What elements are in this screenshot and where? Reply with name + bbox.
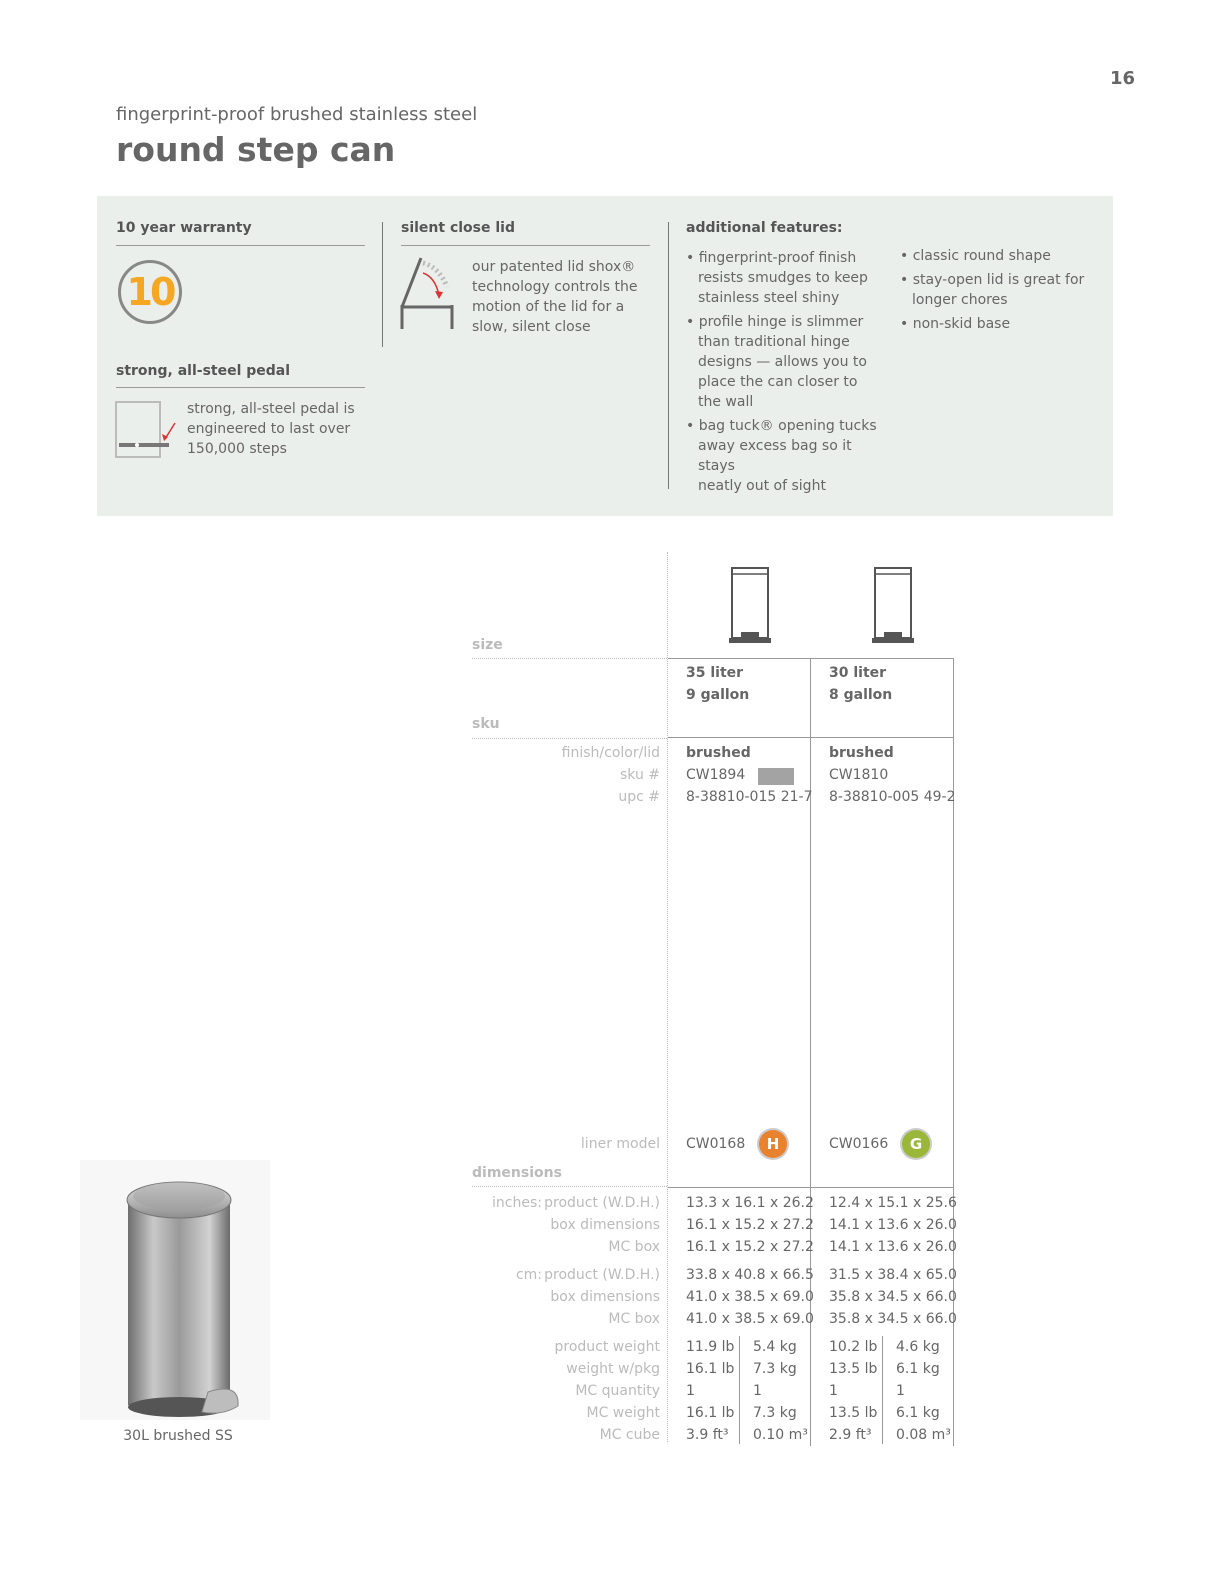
text-line: stainless steel shiny bbox=[698, 290, 840, 306]
weight-value: 5.4 kg bbox=[753, 1339, 797, 1355]
unit-divider bbox=[739, 1336, 740, 1444]
text-line: longer chores bbox=[912, 292, 1008, 308]
label-mcbox-in: MC box bbox=[608, 1239, 660, 1255]
dotted-rule bbox=[472, 1186, 667, 1187]
column-top-rule bbox=[668, 658, 811, 659]
dim-value: 35.8 x 34.5 x 66.0 bbox=[829, 1311, 957, 1327]
dotted-rule bbox=[472, 658, 667, 659]
warranty-badge-icon bbox=[118, 260, 182, 324]
weight-value: 13.5 lb bbox=[829, 1405, 878, 1421]
can-35l-icon bbox=[727, 566, 773, 650]
cube-value: 3.9 ft³ bbox=[686, 1427, 729, 1443]
product-column-2 bbox=[819, 560, 962, 1446]
unit-divider bbox=[882, 1336, 883, 1444]
divider bbox=[401, 245, 650, 246]
dim-value: 16.1 x 15.2 x 27.2 bbox=[686, 1239, 814, 1255]
column-divider bbox=[382, 222, 383, 347]
column-right-rule bbox=[810, 658, 811, 1446]
text-line: • classic round shape bbox=[900, 248, 1051, 264]
text-line: resists smudges to keep bbox=[698, 270, 868, 286]
column-divider bbox=[668, 222, 669, 489]
page-number: 16 bbox=[1110, 68, 1136, 89]
dim-value: 35.8 x 34.5 x 66.0 bbox=[829, 1289, 957, 1305]
feature-item bbox=[900, 314, 1100, 334]
feature-item bbox=[686, 312, 891, 412]
label-inches: inches: bbox=[492, 1195, 542, 1211]
label-cm: cm: bbox=[515, 1267, 542, 1283]
warranty-badge-number: 10 bbox=[126, 270, 174, 314]
pedal-icon bbox=[115, 401, 177, 461]
dim-value: 41.0 x 38.5 x 69.0 bbox=[686, 1289, 814, 1305]
cube-value: 0.08 m³ bbox=[896, 1427, 951, 1443]
qty-value: 1 bbox=[753, 1383, 762, 1399]
feature-item bbox=[686, 248, 891, 308]
text-line: • bag tuck® opening tucks bbox=[686, 418, 877, 434]
product-photo-caption: 30L brushed SS bbox=[123, 1428, 233, 1444]
row-rule bbox=[668, 1187, 811, 1188]
text-line: • stay-open lid is great for bbox=[900, 272, 1085, 288]
cube-value: 2.9 ft³ bbox=[829, 1427, 872, 1443]
label-product-cm: product (W.D.H.) bbox=[544, 1267, 660, 1283]
spec-dotted-divider bbox=[667, 552, 668, 1442]
size-gallon: 8 gallon bbox=[829, 687, 893, 703]
weight-value: 16.1 lb bbox=[686, 1361, 735, 1377]
section-sku: sku bbox=[472, 716, 500, 732]
text-line: our patented lid shox® bbox=[472, 259, 636, 275]
row-rule bbox=[668, 737, 811, 738]
dim-value: 33.8 x 40.8 x 66.5 bbox=[686, 1267, 814, 1283]
dim-value: 16.1 x 15.2 x 27.2 bbox=[686, 1217, 814, 1233]
product-column-1 bbox=[676, 560, 819, 1446]
weight-value: 7.3 kg bbox=[753, 1361, 797, 1377]
label-sku: sku # bbox=[619, 767, 660, 783]
text-line: • fingerprint-proof finish bbox=[686, 250, 857, 266]
label-mcbox-cm: MC box bbox=[608, 1311, 660, 1327]
additional-features-list-1 bbox=[686, 248, 891, 500]
text-line: 150,000 steps bbox=[187, 441, 287, 457]
text-line: • profile hinge is slimmer bbox=[686, 314, 864, 330]
page-subtitle: fingerprint-proof brushed stainless steel bbox=[116, 104, 478, 125]
weight-value: 10.2 lb bbox=[829, 1339, 878, 1355]
size-gallon: 9 gallon bbox=[686, 687, 750, 703]
label-box-in: box dimensions bbox=[550, 1217, 660, 1233]
dim-value: 14.1 x 13.6 x 26.0 bbox=[829, 1217, 957, 1233]
finish-value: brushed bbox=[686, 745, 751, 761]
weight-value: 7.3 kg bbox=[753, 1405, 797, 1421]
weight-value: 6.1 kg bbox=[896, 1405, 940, 1421]
label-weight-pkg: weight w/pkg bbox=[566, 1361, 660, 1377]
dim-value: 12.4 x 15.1 x 25.6 bbox=[829, 1195, 957, 1211]
feature-item bbox=[900, 246, 1100, 266]
liner-value: CW0168 bbox=[686, 1136, 746, 1152]
weight-value: 16.1 lb bbox=[686, 1405, 735, 1421]
liner-badge-g: G bbox=[902, 1130, 930, 1158]
qty-value: 1 bbox=[829, 1383, 838, 1399]
feature-item bbox=[686, 416, 891, 496]
dotted-rule bbox=[472, 738, 667, 739]
features-panel bbox=[97, 196, 1113, 516]
label-product-in: product (W.D.H.) bbox=[544, 1195, 660, 1211]
finish-swatch bbox=[758, 768, 794, 785]
lid-icon bbox=[399, 255, 457, 331]
weight-value: 4.6 kg bbox=[896, 1339, 940, 1355]
row-rule bbox=[811, 1187, 954, 1188]
label-finish: finish/color/lid bbox=[561, 745, 660, 761]
finish-value: brushed bbox=[829, 745, 894, 761]
pedal-description bbox=[187, 399, 367, 459]
column-top-rule bbox=[811, 658, 954, 659]
weight-value: 6.1 kg bbox=[896, 1361, 940, 1377]
dim-value: 13.3 x 16.1 x 26.2 bbox=[686, 1195, 814, 1211]
label-liner-model: liner model bbox=[580, 1136, 660, 1152]
product-photo bbox=[80, 1160, 270, 1420]
dim-value: 41.0 x 38.5 x 69.0 bbox=[686, 1311, 814, 1327]
text-line: than traditional hinge bbox=[698, 334, 850, 350]
size-liter: 30 liter bbox=[829, 665, 887, 681]
text-line: place the can closer to bbox=[698, 374, 858, 390]
divider bbox=[116, 387, 365, 388]
sku-value: CW1810 bbox=[829, 767, 889, 783]
feature-item bbox=[900, 270, 1100, 310]
liner-badge-h: H bbox=[759, 1130, 787, 1158]
text-line: the wall bbox=[698, 394, 754, 410]
column-right-rule bbox=[953, 658, 954, 1446]
section-dimensions: dimensions bbox=[472, 1165, 562, 1181]
text-line: strong, all-steel pedal is bbox=[187, 401, 355, 417]
text-line: away excess bag so it stays bbox=[698, 438, 852, 474]
warranty-heading: 10 year warranty bbox=[116, 220, 252, 236]
text-line: • non-skid base bbox=[900, 316, 1011, 332]
divider bbox=[116, 245, 365, 246]
label-product-weight: product weight bbox=[554, 1339, 660, 1355]
row-rule bbox=[811, 737, 954, 738]
dim-value: 14.1 x 13.6 x 26.0 bbox=[829, 1239, 957, 1255]
pedal-heading: strong, all-steel pedal bbox=[116, 363, 291, 379]
additional-features-heading: additional features: bbox=[686, 220, 843, 236]
qty-value: 1 bbox=[896, 1383, 905, 1399]
weight-value: 11.9 lb bbox=[686, 1339, 735, 1355]
additional-features-list-2 bbox=[900, 246, 1100, 338]
label-box-cm: box dimensions bbox=[550, 1289, 660, 1305]
label-mc-quantity: MC quantity bbox=[575, 1383, 660, 1399]
label-mc-weight: MC weight bbox=[586, 1405, 660, 1421]
can-30l-icon bbox=[870, 566, 916, 650]
sku-value: CW1894 bbox=[686, 767, 746, 783]
upc-value: 8-38810-005 49-2 bbox=[829, 789, 956, 805]
text-line: motion of the lid for a bbox=[472, 299, 625, 315]
cube-value: 0.10 m³ bbox=[753, 1427, 808, 1443]
page-title: round step can bbox=[116, 130, 396, 169]
text-line: engineered to last over bbox=[187, 421, 351, 437]
section-size: size bbox=[472, 637, 503, 653]
size-liter: 35 liter bbox=[686, 665, 744, 681]
text-line: designs — allows you to bbox=[698, 354, 867, 370]
dim-value: 31.5 x 38.4 x 65.0 bbox=[829, 1267, 957, 1283]
text-line: slow, silent close bbox=[472, 319, 591, 335]
text-line: neatly out of sight bbox=[698, 478, 826, 494]
liner-value: CW0166 bbox=[829, 1136, 889, 1152]
label-mc-cube: MC cube bbox=[599, 1427, 660, 1443]
label-upc: upc # bbox=[618, 789, 660, 805]
lid-description bbox=[472, 257, 652, 337]
lid-heading: silent close lid bbox=[401, 220, 515, 236]
qty-value: 1 bbox=[686, 1383, 695, 1399]
weight-value: 13.5 lb bbox=[829, 1361, 878, 1377]
text-line: technology controls the bbox=[472, 279, 638, 295]
upc-value: 8-38810-015 21-7 bbox=[686, 789, 813, 805]
